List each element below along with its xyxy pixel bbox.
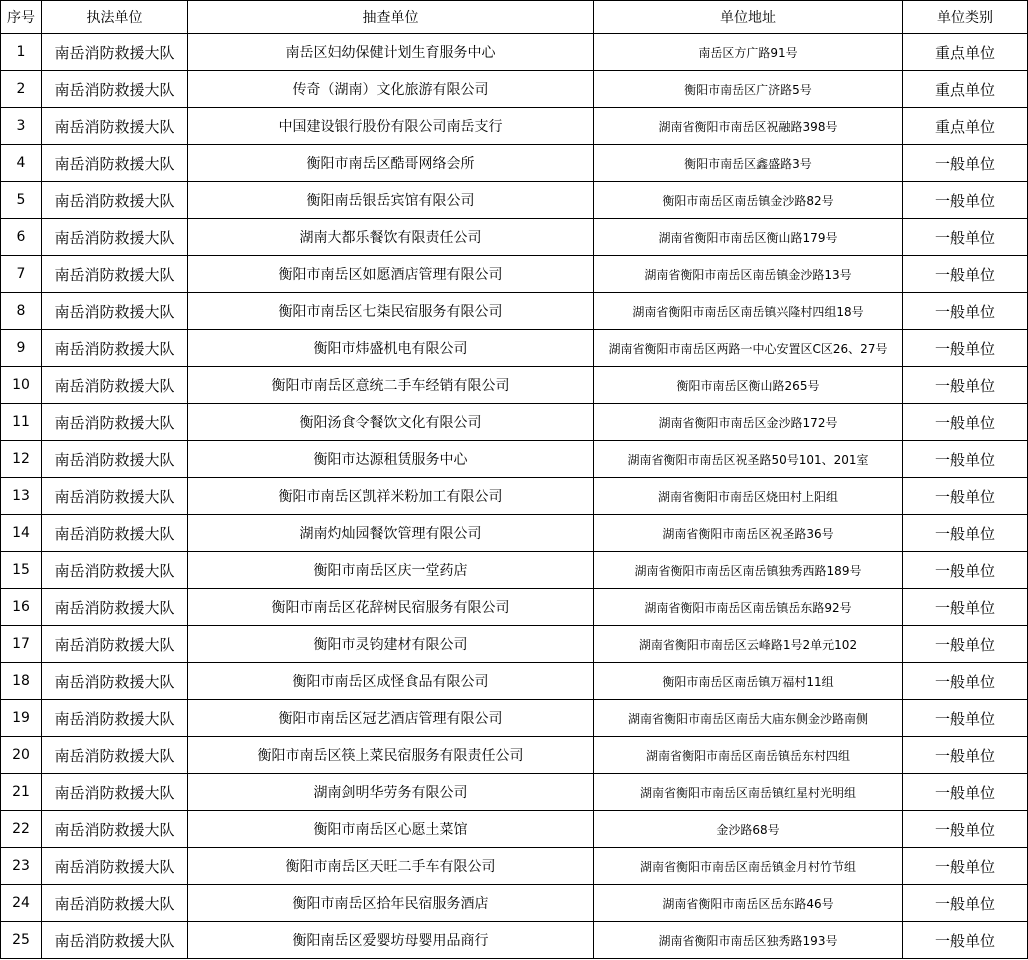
table-row — [1, 71, 1028, 108]
table-row — [1, 441, 1028, 478]
row-number: 11 — [1, 404, 42, 441]
enforcement-agency: 南岳消防救援大队 — [42, 219, 188, 256]
row-number: 18 — [1, 663, 42, 700]
header-address: 单位地址 — [594, 1, 903, 34]
row-number: 7 — [1, 256, 42, 293]
inspected-unit: 衡阳市南岳区意统二手车经销有限公司 — [188, 367, 594, 404]
inspected-unit: 湖南大都乐餐饮有限责任公司 — [188, 219, 594, 256]
unit-address: 湖南省衡阳市南岳区南岳镇兴隆村四组18号 — [594, 293, 903, 330]
enforcement-agency: 南岳消防救援大队 — [42, 478, 188, 515]
inspected-unit: 衡阳市南岳区酷哥网络会所 — [188, 145, 594, 182]
table-row — [1, 552, 1028, 589]
table-row — [1, 737, 1028, 774]
unit-address: 金沙路68号 — [594, 811, 903, 848]
enforcement-agency: 南岳消防救援大队 — [42, 700, 188, 737]
table-row — [1, 256, 1028, 293]
header-type: 单位类别 — [903, 1, 1028, 34]
inspected-unit: 衡阳市南岳区拾年民宿服务酒店 — [188, 885, 594, 922]
unit-address: 湖南省衡阳市南岳区两路一中心安置区C区26、27号 — [594, 330, 903, 367]
enforcement-agency: 南岳消防救援大队 — [42, 626, 188, 663]
inspected-unit: 湖南灼灿园餐饮管理有限公司 — [188, 515, 594, 552]
unit-address: 湖南省衡阳市南岳区祝融路398号 — [594, 108, 903, 145]
unit-address: 湖南省衡阳市南岳区云峰路1号2单元102 — [594, 626, 903, 663]
inspected-unit: 衡阳市南岳区七柒民宿服务有限公司 — [188, 293, 594, 330]
enforcement-agency: 南岳消防救援大队 — [42, 145, 188, 182]
table-row — [1, 626, 1028, 663]
table-row — [1, 145, 1028, 182]
row-number: 15 — [1, 552, 42, 589]
unit-address: 湖南省衡阳市南岳区祝圣路36号 — [594, 515, 903, 552]
table-row — [1, 589, 1028, 626]
unit-address: 湖南省衡阳市南岳区南岳镇独秀西路189号 — [594, 552, 903, 589]
enforcement-agency: 南岳消防救援大队 — [42, 293, 188, 330]
row-number: 5 — [1, 182, 42, 219]
unit-address: 湖南省衡阳市南岳区岳东路46号 — [594, 885, 903, 922]
table-row — [1, 330, 1028, 367]
unit-address: 湖南省衡阳市南岳区独秀路193号 — [594, 922, 903, 959]
enforcement-agency: 南岳消防救援大队 — [42, 848, 188, 885]
table-row — [1, 811, 1028, 848]
enforcement-agency: 南岳消防救援大队 — [42, 34, 188, 71]
table-row — [1, 367, 1028, 404]
row-number: 8 — [1, 293, 42, 330]
unit-category: 一般单位 — [903, 626, 1028, 663]
unit-category: 一般单位 — [903, 367, 1028, 404]
unit-address: 湖南省衡阳市南岳区衡山路179号 — [594, 219, 903, 256]
header-no: 序号 — [1, 1, 42, 34]
unit-category: 一般单位 — [903, 663, 1028, 700]
table-row — [1, 774, 1028, 811]
enforcement-agency: 南岳消防救援大队 — [42, 108, 188, 145]
table-row — [1, 34, 1028, 71]
inspected-unit: 湖南剑明华劳务有限公司 — [188, 774, 594, 811]
unit-category: 一般单位 — [903, 700, 1028, 737]
inspected-unit: 传奇（湖南）文化旅游有限公司 — [188, 71, 594, 108]
header-row — [1, 1, 1028, 34]
enforcement-agency: 南岳消防救援大队 — [42, 404, 188, 441]
row-number: 2 — [1, 71, 42, 108]
table-row — [1, 478, 1028, 515]
enforcement-agency: 南岳消防救援大队 — [42, 737, 188, 774]
unit-category: 一般单位 — [903, 774, 1028, 811]
header-unit: 抽查单位 — [188, 1, 594, 34]
table-row — [1, 515, 1028, 552]
row-number: 23 — [1, 848, 42, 885]
unit-address: 南岳区方广路91号 — [594, 34, 903, 71]
inspected-unit: 南岳区妇幼保健计划生育服务中心 — [188, 34, 594, 71]
table-row — [1, 108, 1028, 145]
unit-category: 一般单位 — [903, 404, 1028, 441]
row-number: 4 — [1, 145, 42, 182]
enforcement-agency: 南岳消防救援大队 — [42, 552, 188, 589]
unit-address: 湖南省衡阳市南岳区金沙路172号 — [594, 404, 903, 441]
inspected-unit: 衡阳市南岳区凯祥米粉加工有限公司 — [188, 478, 594, 515]
inspected-unit: 衡阳南岳区爱婴坊母婴用品商行 — [188, 922, 594, 959]
row-number: 1 — [1, 34, 42, 71]
enforcement-agency: 南岳消防救援大队 — [42, 663, 188, 700]
table-row — [1, 700, 1028, 737]
enforcement-agency: 南岳消防救援大队 — [42, 367, 188, 404]
enforcement-agency: 南岳消防救援大队 — [42, 589, 188, 626]
unit-category: 一般单位 — [903, 922, 1028, 959]
inspected-unit: 衡阳市南岳区心愿土菜馆 — [188, 811, 594, 848]
inspected-unit: 衡阳市南岳区成怪食品有限公司 — [188, 663, 594, 700]
unit-category: 一般单位 — [903, 811, 1028, 848]
unit-address: 衡阳市南岳区南岳镇万福村11组 — [594, 663, 903, 700]
inspected-unit: 衡阳市南岳区筷上菜民宿服务有限责任公司 — [188, 737, 594, 774]
unit-address: 湖南省衡阳市南岳区南岳镇金月村竹节组 — [594, 848, 903, 885]
unit-category: 一般单位 — [903, 885, 1028, 922]
enforcement-agency: 南岳消防救援大队 — [42, 774, 188, 811]
unit-category: 重点单位 — [903, 71, 1028, 108]
row-number: 9 — [1, 330, 42, 367]
row-number: 12 — [1, 441, 42, 478]
unit-address: 湖南省衡阳市南岳区祝圣路50号101、201室 — [594, 441, 903, 478]
inspected-unit: 衡阳汤食令餐饮文化有限公司 — [188, 404, 594, 441]
inspected-unit: 衡阳市南岳区庆一堂药店 — [188, 552, 594, 589]
unit-category: 一般单位 — [903, 182, 1028, 219]
row-number: 16 — [1, 589, 42, 626]
row-number: 10 — [1, 367, 42, 404]
row-number: 24 — [1, 885, 42, 922]
unit-category: 一般单位 — [903, 219, 1028, 256]
enforcement-agency: 南岳消防救援大队 — [42, 71, 188, 108]
row-number: 6 — [1, 219, 42, 256]
enforcement-agency: 南岳消防救援大队 — [42, 330, 188, 367]
unit-address: 湖南省衡阳市南岳区南岳大庙东侧金沙路南侧 — [594, 700, 903, 737]
unit-category: 重点单位 — [903, 34, 1028, 71]
table-row — [1, 404, 1028, 441]
row-number: 22 — [1, 811, 42, 848]
inspected-unit: 衡阳市南岳区冠艺酒店管理有限公司 — [188, 700, 594, 737]
enforcement-agency: 南岳消防救援大队 — [42, 256, 188, 293]
row-number: 17 — [1, 626, 42, 663]
table-row — [1, 219, 1028, 256]
unit-category: 一般单位 — [903, 515, 1028, 552]
unit-address: 湖南省衡阳市南岳区南岳镇金沙路13号 — [594, 256, 903, 293]
inspected-unit: 衡阳南岳银岳宾馆有限公司 — [188, 182, 594, 219]
unit-category: 一般单位 — [903, 737, 1028, 774]
table-row — [1, 182, 1028, 219]
unit-address: 湖南省衡阳市南岳区烧田村上阳组 — [594, 478, 903, 515]
enforcement-agency: 南岳消防救援大队 — [42, 182, 188, 219]
row-number: 14 — [1, 515, 42, 552]
row-number: 19 — [1, 700, 42, 737]
unit-address: 湖南省衡阳市南岳区南岳镇岳东村四组 — [594, 737, 903, 774]
header-agency: 执法单位 — [42, 1, 188, 34]
table-row — [1, 885, 1028, 922]
row-number: 3 — [1, 108, 42, 145]
table-row — [1, 293, 1028, 330]
row-number: 25 — [1, 922, 42, 959]
unit-category: 一般单位 — [903, 145, 1028, 182]
enforcement-agency: 南岳消防救援大队 — [42, 885, 188, 922]
unit-address: 衡阳市南岳区广济路5号 — [594, 71, 903, 108]
unit-address: 衡阳市南岳区南岳镇金沙路82号 — [594, 182, 903, 219]
unit-category: 一般单位 — [903, 441, 1028, 478]
unit-category: 重点单位 — [903, 108, 1028, 145]
inspected-unit: 衡阳市炜盛机电有限公司 — [188, 330, 594, 367]
table-row — [1, 663, 1028, 700]
unit-category: 一般单位 — [903, 848, 1028, 885]
table-row — [1, 848, 1028, 885]
inspected-unit: 衡阳市达源租赁服务中心 — [188, 441, 594, 478]
row-number: 20 — [1, 737, 42, 774]
unit-category: 一般单位 — [903, 330, 1028, 367]
unit-category: 一般单位 — [903, 478, 1028, 515]
enforcement-agency: 南岳消防救援大队 — [42, 922, 188, 959]
unit-category: 一般单位 — [903, 256, 1028, 293]
inspected-unit: 衡阳市南岳区天旺二手车有限公司 — [188, 848, 594, 885]
row-number: 21 — [1, 774, 42, 811]
unit-category: 一般单位 — [903, 552, 1028, 589]
enforcement-agency: 南岳消防救援大队 — [42, 811, 188, 848]
inspected-unit: 衡阳市南岳区花辞树民宿服务有限公司 — [188, 589, 594, 626]
row-number: 13 — [1, 478, 42, 515]
inspected-unit: 衡阳市南岳区如愿酒店管理有限公司 — [188, 256, 594, 293]
unit-address: 湖南省衡阳市南岳区南岳镇红星村光明组 — [594, 774, 903, 811]
unit-address: 衡阳市南岳区衡山路265号 — [594, 367, 903, 404]
inspected-unit: 中国建设银行股份有限公司南岳支行 — [188, 108, 594, 145]
enforcement-agency: 南岳消防救援大队 — [42, 441, 188, 478]
inspected-unit: 衡阳市灵钧建材有限公司 — [188, 626, 594, 663]
unit-category: 一般单位 — [903, 293, 1028, 330]
unit-address: 衡阳市南岳区鑫盛路3号 — [594, 145, 903, 182]
table-row — [1, 922, 1028, 959]
enforcement-agency: 南岳消防救援大队 — [42, 515, 188, 552]
unit-address: 湖南省衡阳市南岳区南岳镇岳东路92号 — [594, 589, 903, 626]
unit-category: 一般单位 — [903, 589, 1028, 626]
